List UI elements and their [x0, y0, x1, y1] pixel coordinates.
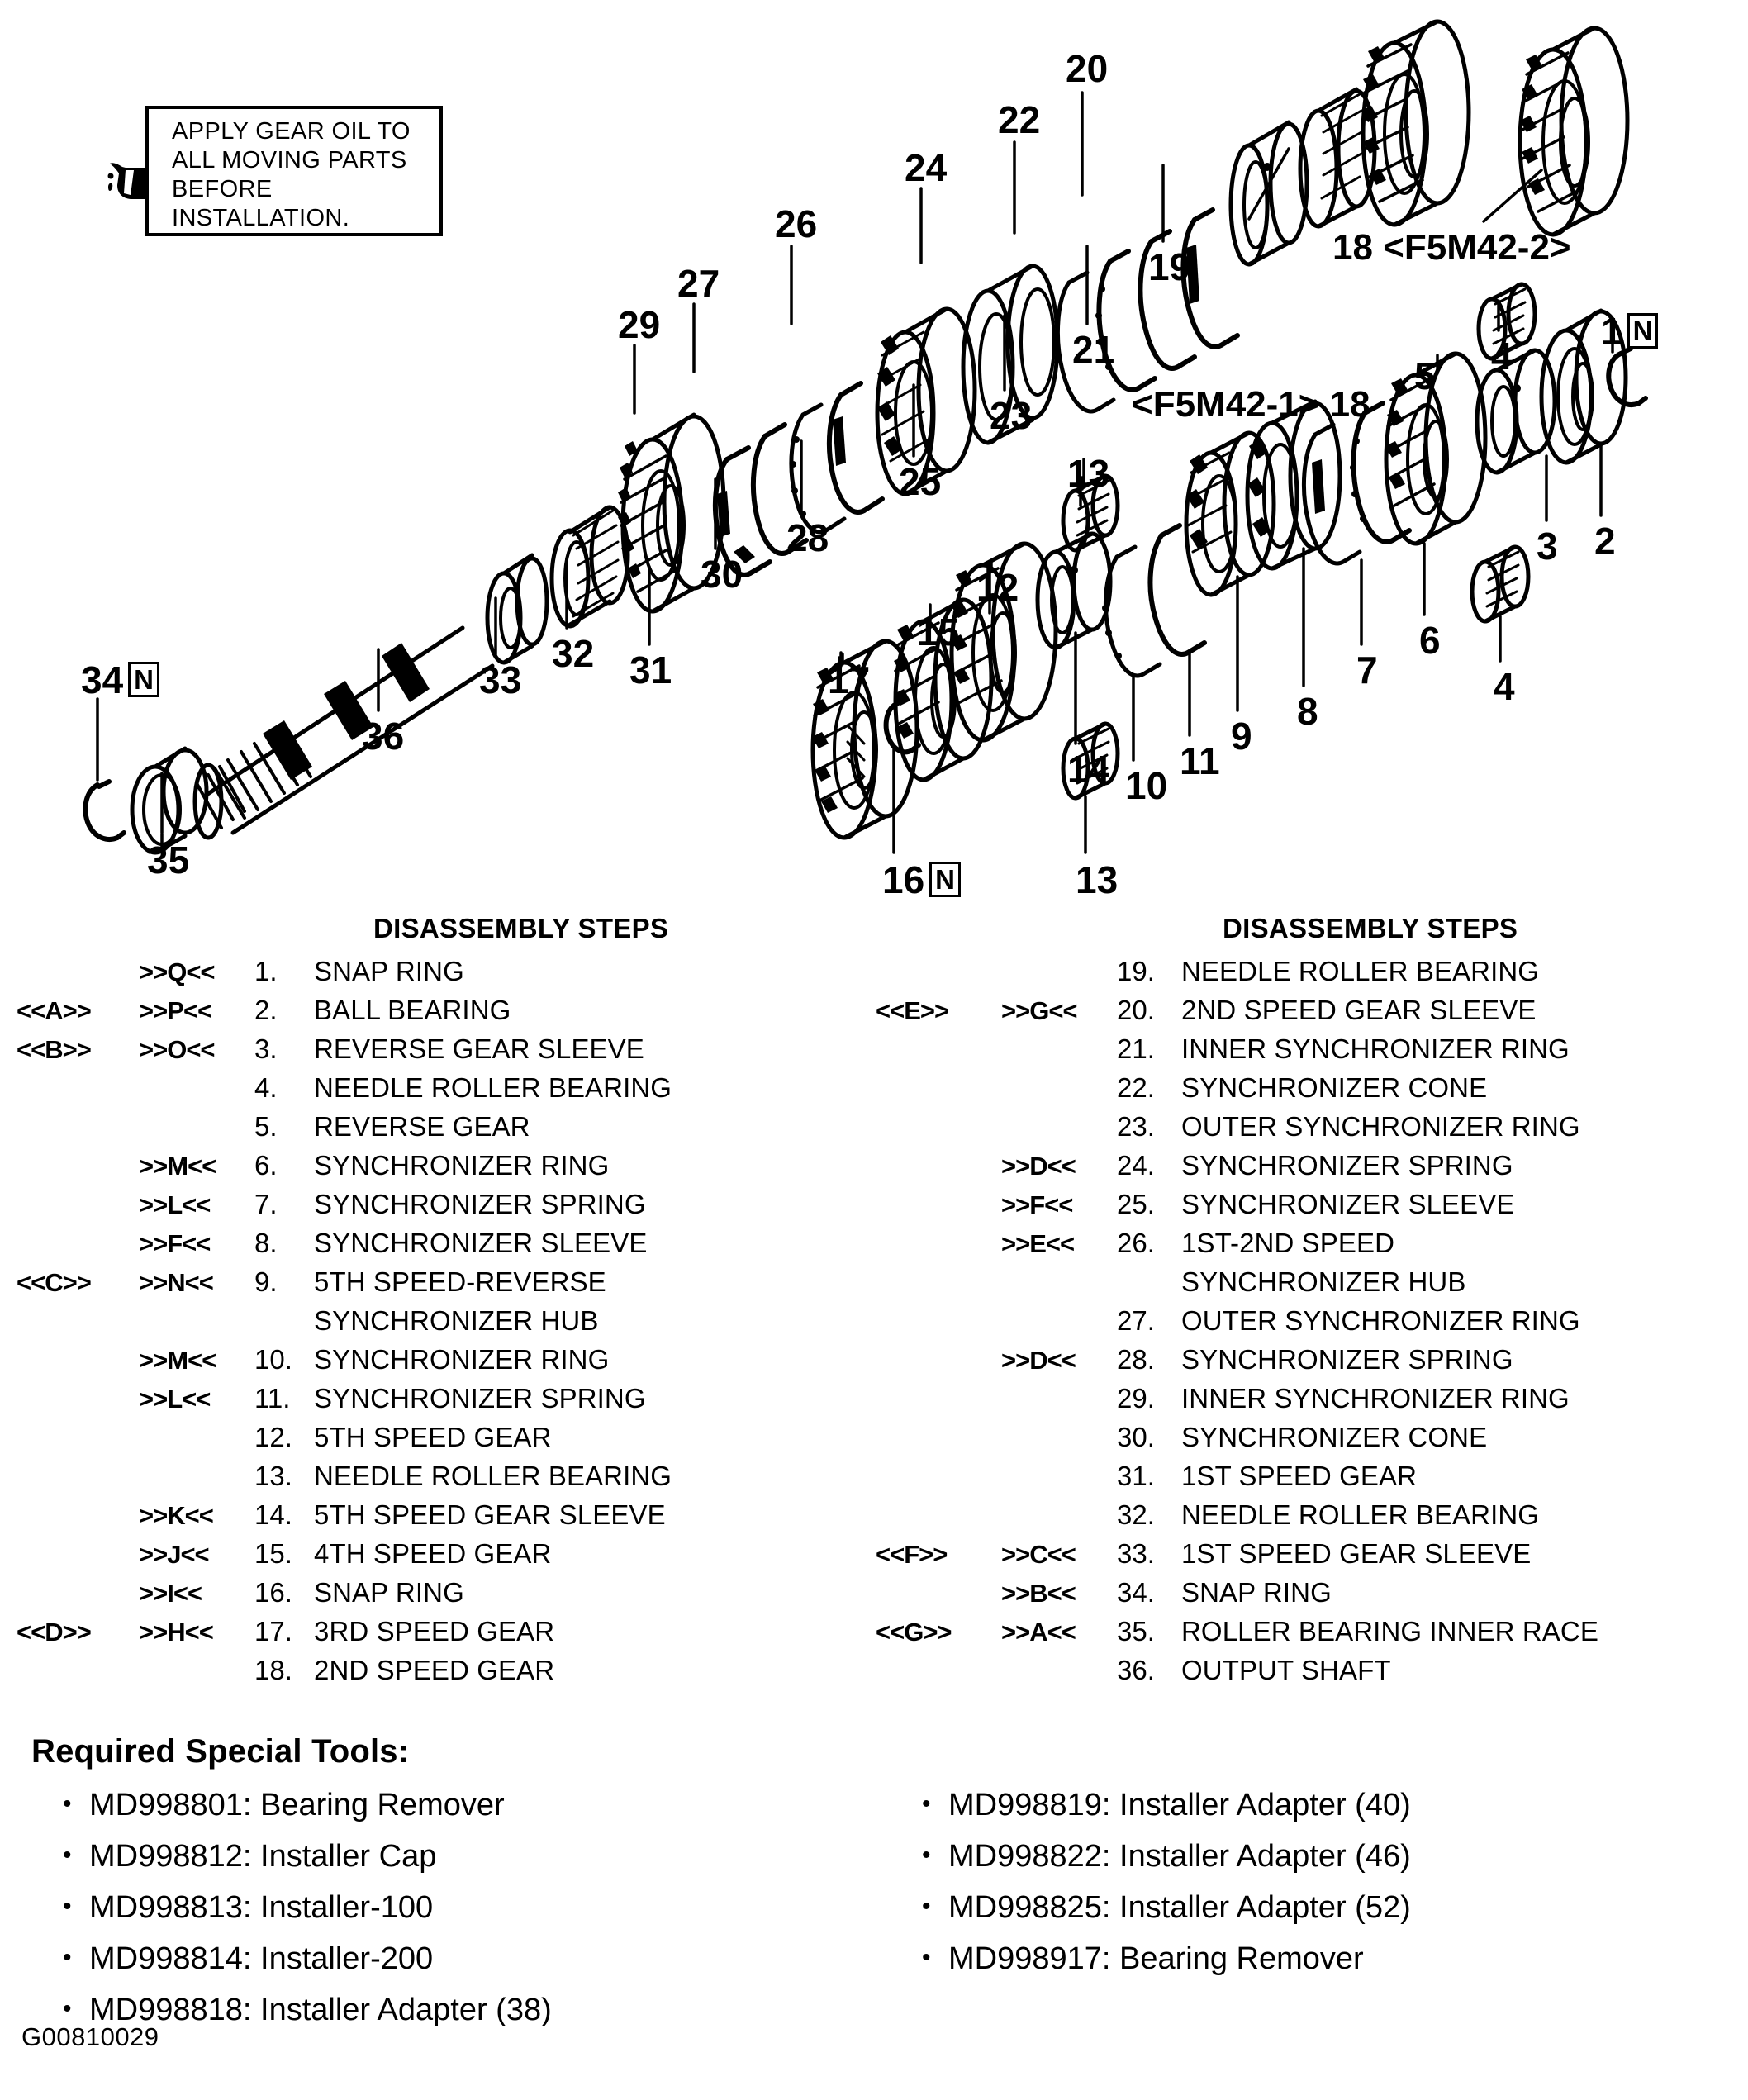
step-row — [876, 1189, 1598, 1228]
tool-list-item: • MD998814: Installer-200 — [50, 1933, 552, 1984]
step-label: NEEDLE ROLLER BEARING — [1181, 956, 1540, 986]
step-row — [17, 1266, 672, 1305]
callout-23 — [990, 394, 1033, 437]
new-part-marker-icon: N — [128, 662, 159, 697]
variant-label: 18 <F5M42-2> — [1332, 227, 1571, 268]
step-number: 9. — [254, 1266, 278, 1297]
step-label: SYNCHRONIZER SLEEVE — [1181, 1189, 1515, 1219]
step-assembly-marker: <<G>> — [876, 1618, 952, 1646]
callout-26 — [775, 202, 818, 245]
callout-number: 7 — [1356, 649, 1378, 691]
step-label: SNAP RING — [314, 956, 464, 986]
step-number: 16. — [254, 1577, 292, 1608]
callout-25 — [899, 460, 942, 503]
step-number: 26. — [1117, 1228, 1155, 1258]
step-number: 23. — [1117, 1111, 1155, 1142]
step-label: NEEDLE ROLLER BEARING — [314, 1072, 672, 1103]
step-install-marker: >>F<< — [139, 1229, 211, 1258]
step-label: 2ND SPEED GEAR — [314, 1655, 555, 1685]
callout-15 — [917, 613, 959, 651]
step-row — [17, 1383, 672, 1422]
step-row — [17, 1616, 672, 1655]
step-install-marker: >>O<< — [139, 1035, 215, 1064]
step-number: 25. — [1117, 1189, 1155, 1219]
callout-30 — [701, 553, 743, 596]
step-label: INNER SYNCHRONIZER RING — [1181, 1383, 1570, 1413]
callout-35 — [147, 841, 189, 879]
callout-number: 25 — [899, 460, 942, 503]
disassembly-steps-right-title: DISASSEMBLY STEPS — [1223, 913, 1518, 943]
step-number: 29. — [1117, 1383, 1155, 1413]
step-assembly-marker: <<B>> — [17, 1035, 91, 1064]
step-install-marker: >>E<< — [1001, 1229, 1075, 1258]
required-special-tools-right — [909, 1779, 1411, 1984]
callout-number: 12 — [976, 566, 1019, 609]
step-number: 20. — [1117, 995, 1155, 1025]
new-part-marker-icon: N — [1627, 313, 1659, 349]
step-label: SNAP RING — [1181, 1577, 1332, 1608]
step-row — [876, 1655, 1598, 1694]
step-number: 36. — [1117, 1655, 1155, 1685]
step-row — [17, 1305, 672, 1344]
step-install-marker: >>D<< — [1001, 1346, 1076, 1375]
callout-number: 31 — [629, 649, 672, 691]
step-number: 34. — [1117, 1577, 1155, 1608]
step-label: ROLLER BEARING INNER RACE — [1181, 1616, 1598, 1646]
figure-identifier: G00810029 — [21, 2022, 159, 2051]
step-label: REVERSE GEAR — [314, 1111, 530, 1142]
callout-number: 1 — [1601, 310, 1622, 353]
callout-7 — [1356, 651, 1378, 689]
step-number: 8. — [254, 1228, 278, 1258]
exploded-transmission-diagram — [0, 0, 1748, 900]
step-row — [876, 1383, 1598, 1422]
step-number: 6. — [254, 1150, 278, 1181]
step-row — [876, 1266, 1598, 1305]
step-row — [876, 1344, 1598, 1383]
step-install-marker: >>D<< — [1001, 1152, 1076, 1181]
callout-number: 5 — [1414, 354, 1436, 397]
callout-8 — [1297, 690, 1318, 733]
step-row — [17, 995, 672, 1033]
step-label: 1ST SPEED GEAR SLEEVE — [1181, 1538, 1532, 1569]
callout-number: 14 — [1067, 748, 1110, 791]
step-install-marker: >>M<< — [139, 1346, 216, 1375]
callout-27 — [677, 262, 720, 305]
disassembly-steps-left — [17, 913, 672, 1694]
callout-number: 33 — [479, 658, 522, 701]
callout-13 — [1067, 452, 1110, 495]
step-install-marker: >>K<< — [139, 1501, 213, 1530]
callout-24 — [905, 146, 948, 189]
callout-number: 19 — [1148, 245, 1191, 288]
callout-16 — [882, 858, 961, 901]
step-label: SYNCHRONIZER SPRING — [1181, 1150, 1513, 1181]
step-number: 33. — [1117, 1538, 1155, 1569]
step-number: 27. — [1117, 1305, 1155, 1336]
step-row — [876, 1033, 1598, 1072]
callout-4 — [1494, 665, 1515, 708]
callout-number: 10 — [1125, 764, 1168, 807]
step-label: SYNCHRONIZER HUB — [1181, 1266, 1466, 1297]
callout-number: 23 — [990, 394, 1033, 437]
callout-number: 26 — [775, 202, 818, 245]
step-assembly-marker: <<F>> — [876, 1540, 948, 1569]
step-number: 21. — [1117, 1033, 1155, 1064]
step-assembly-marker: <<C>> — [17, 1268, 91, 1297]
step-install-marker: >>P<< — [139, 996, 212, 1025]
step-label: OUTPUT SHAFT — [1181, 1655, 1391, 1685]
step-row — [17, 1538, 672, 1577]
tool-list-item: • MD998813: Installer-100 — [50, 1882, 552, 1933]
step-row — [17, 1111, 672, 1150]
step-install-marker: >>C<< — [1001, 1540, 1076, 1569]
step-number: 3. — [254, 1033, 278, 1064]
step-label: SYNCHRONIZER RING — [314, 1150, 610, 1181]
step-label: REVERSE GEAR SLEEVE — [314, 1033, 644, 1064]
tool-list-item: • MD998917: Bearing Remover — [909, 1933, 1411, 1984]
callout-28 — [786, 516, 829, 559]
step-number: 17. — [254, 1616, 292, 1646]
step-row — [876, 1422, 1598, 1461]
callout-34 — [81, 658, 159, 701]
callout-36 — [362, 715, 405, 758]
step-number: 2. — [254, 995, 278, 1025]
step-row — [876, 1499, 1598, 1538]
tool-list-item: • MD998812: Installer Cap — [50, 1831, 552, 1882]
callout-21 — [1072, 328, 1115, 371]
callout-number: 4 — [1491, 335, 1513, 378]
callout-6 — [1419, 619, 1441, 662]
callout-5 — [1414, 354, 1436, 397]
step-label: SYNCHRONIZER SPRING — [314, 1383, 646, 1413]
step-install-marker: >>Q<< — [139, 957, 215, 986]
step-label: SYNCHRONIZER HUB — [314, 1305, 599, 1336]
tool-list-item: • MD998801: Bearing Remover — [50, 1779, 552, 1831]
required-special-tools-title: Required Special Tools: — [31, 1733, 410, 1770]
callout-32 — [552, 632, 595, 675]
callout-number: 27 — [677, 262, 720, 305]
step-row — [876, 1228, 1598, 1266]
step-number: 1. — [254, 956, 278, 986]
step-label: INNER SYNCHRONIZER RING — [1181, 1033, 1570, 1064]
step-install-marker: >>J<< — [139, 1540, 209, 1569]
callout-10 — [1125, 764, 1168, 807]
callout-number: 15 — [917, 611, 960, 653]
callout-17 — [828, 658, 871, 701]
callout-number: 28 — [786, 516, 829, 559]
step-row — [876, 1577, 1598, 1616]
step-row — [17, 1422, 672, 1461]
step-number: 13. — [254, 1461, 292, 1491]
step-row — [17, 1577, 672, 1616]
step-label: SYNCHRONIZER SPRING — [1181, 1344, 1513, 1375]
step-number: 11. — [254, 1383, 291, 1413]
callout-number: 16 — [882, 858, 925, 901]
callout-12 — [976, 566, 1019, 609]
step-install-marker: >>F<< — [1001, 1190, 1073, 1219]
step-row — [17, 1189, 672, 1228]
step-number: 32. — [1117, 1499, 1155, 1530]
step-assembly-marker: <<D>> — [17, 1618, 91, 1646]
step-number: 14. — [254, 1499, 292, 1530]
step-install-marker: >>B<< — [1001, 1579, 1076, 1608]
step-install-marker: >>G<< — [1001, 996, 1077, 1025]
step-row — [876, 1461, 1598, 1499]
step-row — [17, 1072, 672, 1111]
callout-number: 6 — [1419, 619, 1441, 662]
step-label: 1ST SPEED GEAR — [1181, 1461, 1418, 1491]
step-label: 1ST-2ND SPEED — [1181, 1228, 1395, 1258]
step-assembly-marker: <<A>> — [17, 996, 91, 1025]
diagram-artwork — [0, 0, 1748, 900]
step-label: NEEDLE ROLLER BEARING — [1181, 1499, 1540, 1530]
new-part-marker-icon: N — [929, 862, 961, 897]
step-install-marker: >>N<< — [139, 1268, 213, 1297]
step-number: 12. — [254, 1422, 292, 1452]
callout-number: 4 — [1494, 665, 1515, 708]
step-assembly-marker: <<E>> — [876, 996, 949, 1025]
step-label: SNAP RING — [314, 1577, 464, 1608]
step-number: 18. — [254, 1655, 292, 1685]
step-row — [876, 1111, 1598, 1150]
step-install-marker: >>L<< — [139, 1190, 211, 1219]
callout-13 — [1076, 858, 1119, 901]
callout-number: 3 — [1537, 525, 1558, 568]
callout-31 — [629, 651, 672, 689]
step-number: 24. — [1117, 1150, 1155, 1181]
step-label: SYNCHRONIZER CONE — [1181, 1072, 1488, 1103]
step-label: 4TH SPEED GEAR — [314, 1538, 552, 1569]
callout-number: 20 — [1066, 47, 1109, 90]
step-label: OUTER SYNCHRONIZER RING — [1181, 1305, 1580, 1336]
callout-number: 21 — [1072, 328, 1115, 371]
tool-list-item: • MD998822: Installer Adapter (46) — [909, 1831, 1411, 1882]
callout-33 — [479, 658, 522, 701]
step-row — [17, 1228, 672, 1266]
callout-11 — [1180, 739, 1220, 782]
step-label: SYNCHRONIZER SLEEVE — [314, 1228, 648, 1258]
step-number: 28. — [1117, 1344, 1155, 1375]
step-install-marker: >>M<< — [139, 1152, 216, 1181]
step-label: SYNCHRONIZER SPRING — [314, 1189, 646, 1219]
callout-number: 24 — [905, 146, 948, 189]
disassembly-steps-left-title: DISASSEMBLY STEPS — [373, 913, 669, 943]
step-label: 2ND SPEED GEAR SLEEVE — [1181, 995, 1537, 1025]
tool-list-item: • MD998819: Installer Adapter (40) — [909, 1779, 1411, 1831]
step-label: 5TH SPEED GEAR SLEEVE — [314, 1499, 666, 1530]
required-special-tools-left — [50, 1779, 552, 2036]
step-install-marker: >>H<< — [139, 1618, 213, 1646]
step-number: 30. — [1117, 1422, 1155, 1452]
tool-list-item: • MD998818: Installer Adapter (38) — [50, 1984, 552, 2036]
step-row — [17, 1461, 672, 1499]
callout-number: 9 — [1231, 715, 1252, 758]
callout-19 — [1148, 245, 1191, 288]
step-install-marker: >>I<< — [139, 1579, 202, 1608]
variant-label: <F5M42-1> 18 — [1132, 384, 1370, 425]
callout-9 — [1231, 715, 1252, 758]
callout-29 — [618, 303, 661, 346]
step-install-marker: >>L<< — [139, 1385, 211, 1413]
step-number: 22. — [1117, 1072, 1155, 1103]
step-row — [876, 1072, 1598, 1111]
step-label: OUTER SYNCHRONIZER RING — [1181, 1111, 1580, 1142]
tool-list-item: • MD998825: Installer Adapter (52) — [909, 1882, 1411, 1933]
callout-number: 2 — [1594, 520, 1616, 563]
step-row — [876, 1538, 1598, 1577]
step-label: NEEDLE ROLLER BEARING — [314, 1461, 672, 1491]
step-number: 10. — [254, 1344, 292, 1375]
callout-20 — [1066, 47, 1109, 90]
step-number: 15. — [254, 1538, 292, 1569]
step-label: 5TH SPEED GEAR — [314, 1422, 552, 1452]
step-row — [876, 1150, 1598, 1189]
step-install-marker: >>A<< — [1001, 1618, 1076, 1646]
step-number: 7. — [254, 1189, 278, 1219]
step-row — [876, 1616, 1598, 1655]
step-label: SYNCHRONIZER CONE — [1181, 1422, 1488, 1452]
disassembly-steps-left-rows — [17, 956, 672, 1694]
callout-number: 34 — [81, 658, 124, 701]
disassembly-steps-right-rows — [876, 956, 1598, 1694]
callout-1 — [1601, 310, 1658, 353]
step-row — [17, 1150, 672, 1189]
step-number: 4. — [254, 1072, 278, 1103]
callout-number: 22 — [998, 98, 1041, 141]
callout-22 — [998, 98, 1041, 141]
step-label: BALL BEARING — [314, 995, 511, 1025]
step-number: 5. — [254, 1111, 278, 1142]
callout-number: 13 — [1076, 858, 1119, 901]
disassembly-steps-right — [876, 913, 1598, 1694]
step-number: 19. — [1117, 956, 1155, 986]
step-number: 31. — [1117, 1461, 1155, 1491]
callout-number: 29 — [618, 303, 661, 346]
step-row — [17, 1344, 672, 1383]
callout-2 — [1594, 520, 1616, 563]
step-row — [17, 1033, 672, 1072]
step-row — [17, 1655, 672, 1694]
callout-4 — [1491, 335, 1513, 378]
callout-number: 8 — [1297, 690, 1318, 733]
step-row — [17, 1499, 672, 1538]
step-row — [876, 956, 1598, 995]
callout-number: 17 — [828, 658, 871, 701]
step-row — [876, 995, 1598, 1033]
step-row — [17, 956, 672, 995]
callout-number: 35 — [147, 839, 190, 881]
callout-number: 11 — [1180, 739, 1220, 782]
step-number: 35. — [1117, 1616, 1155, 1646]
oil-note-text: APPLY GEAR OIL TO ALL MOVING PARTS BEFORE INSTALLATION. — [172, 118, 411, 231]
step-label: 3RD SPEED GEAR — [314, 1616, 555, 1646]
callout-number: 32 — [552, 632, 595, 675]
step-label: SYNCHRONIZER RING — [314, 1344, 610, 1375]
callout-14 — [1067, 748, 1110, 791]
callout-3 — [1537, 525, 1558, 568]
step-label: 5TH SPEED-REVERSE — [314, 1266, 606, 1297]
callout-number: 36 — [362, 715, 405, 758]
callout-number: 13 — [1067, 452, 1110, 495]
step-row — [876, 1305, 1598, 1344]
callout-number: 30 — [701, 553, 743, 596]
